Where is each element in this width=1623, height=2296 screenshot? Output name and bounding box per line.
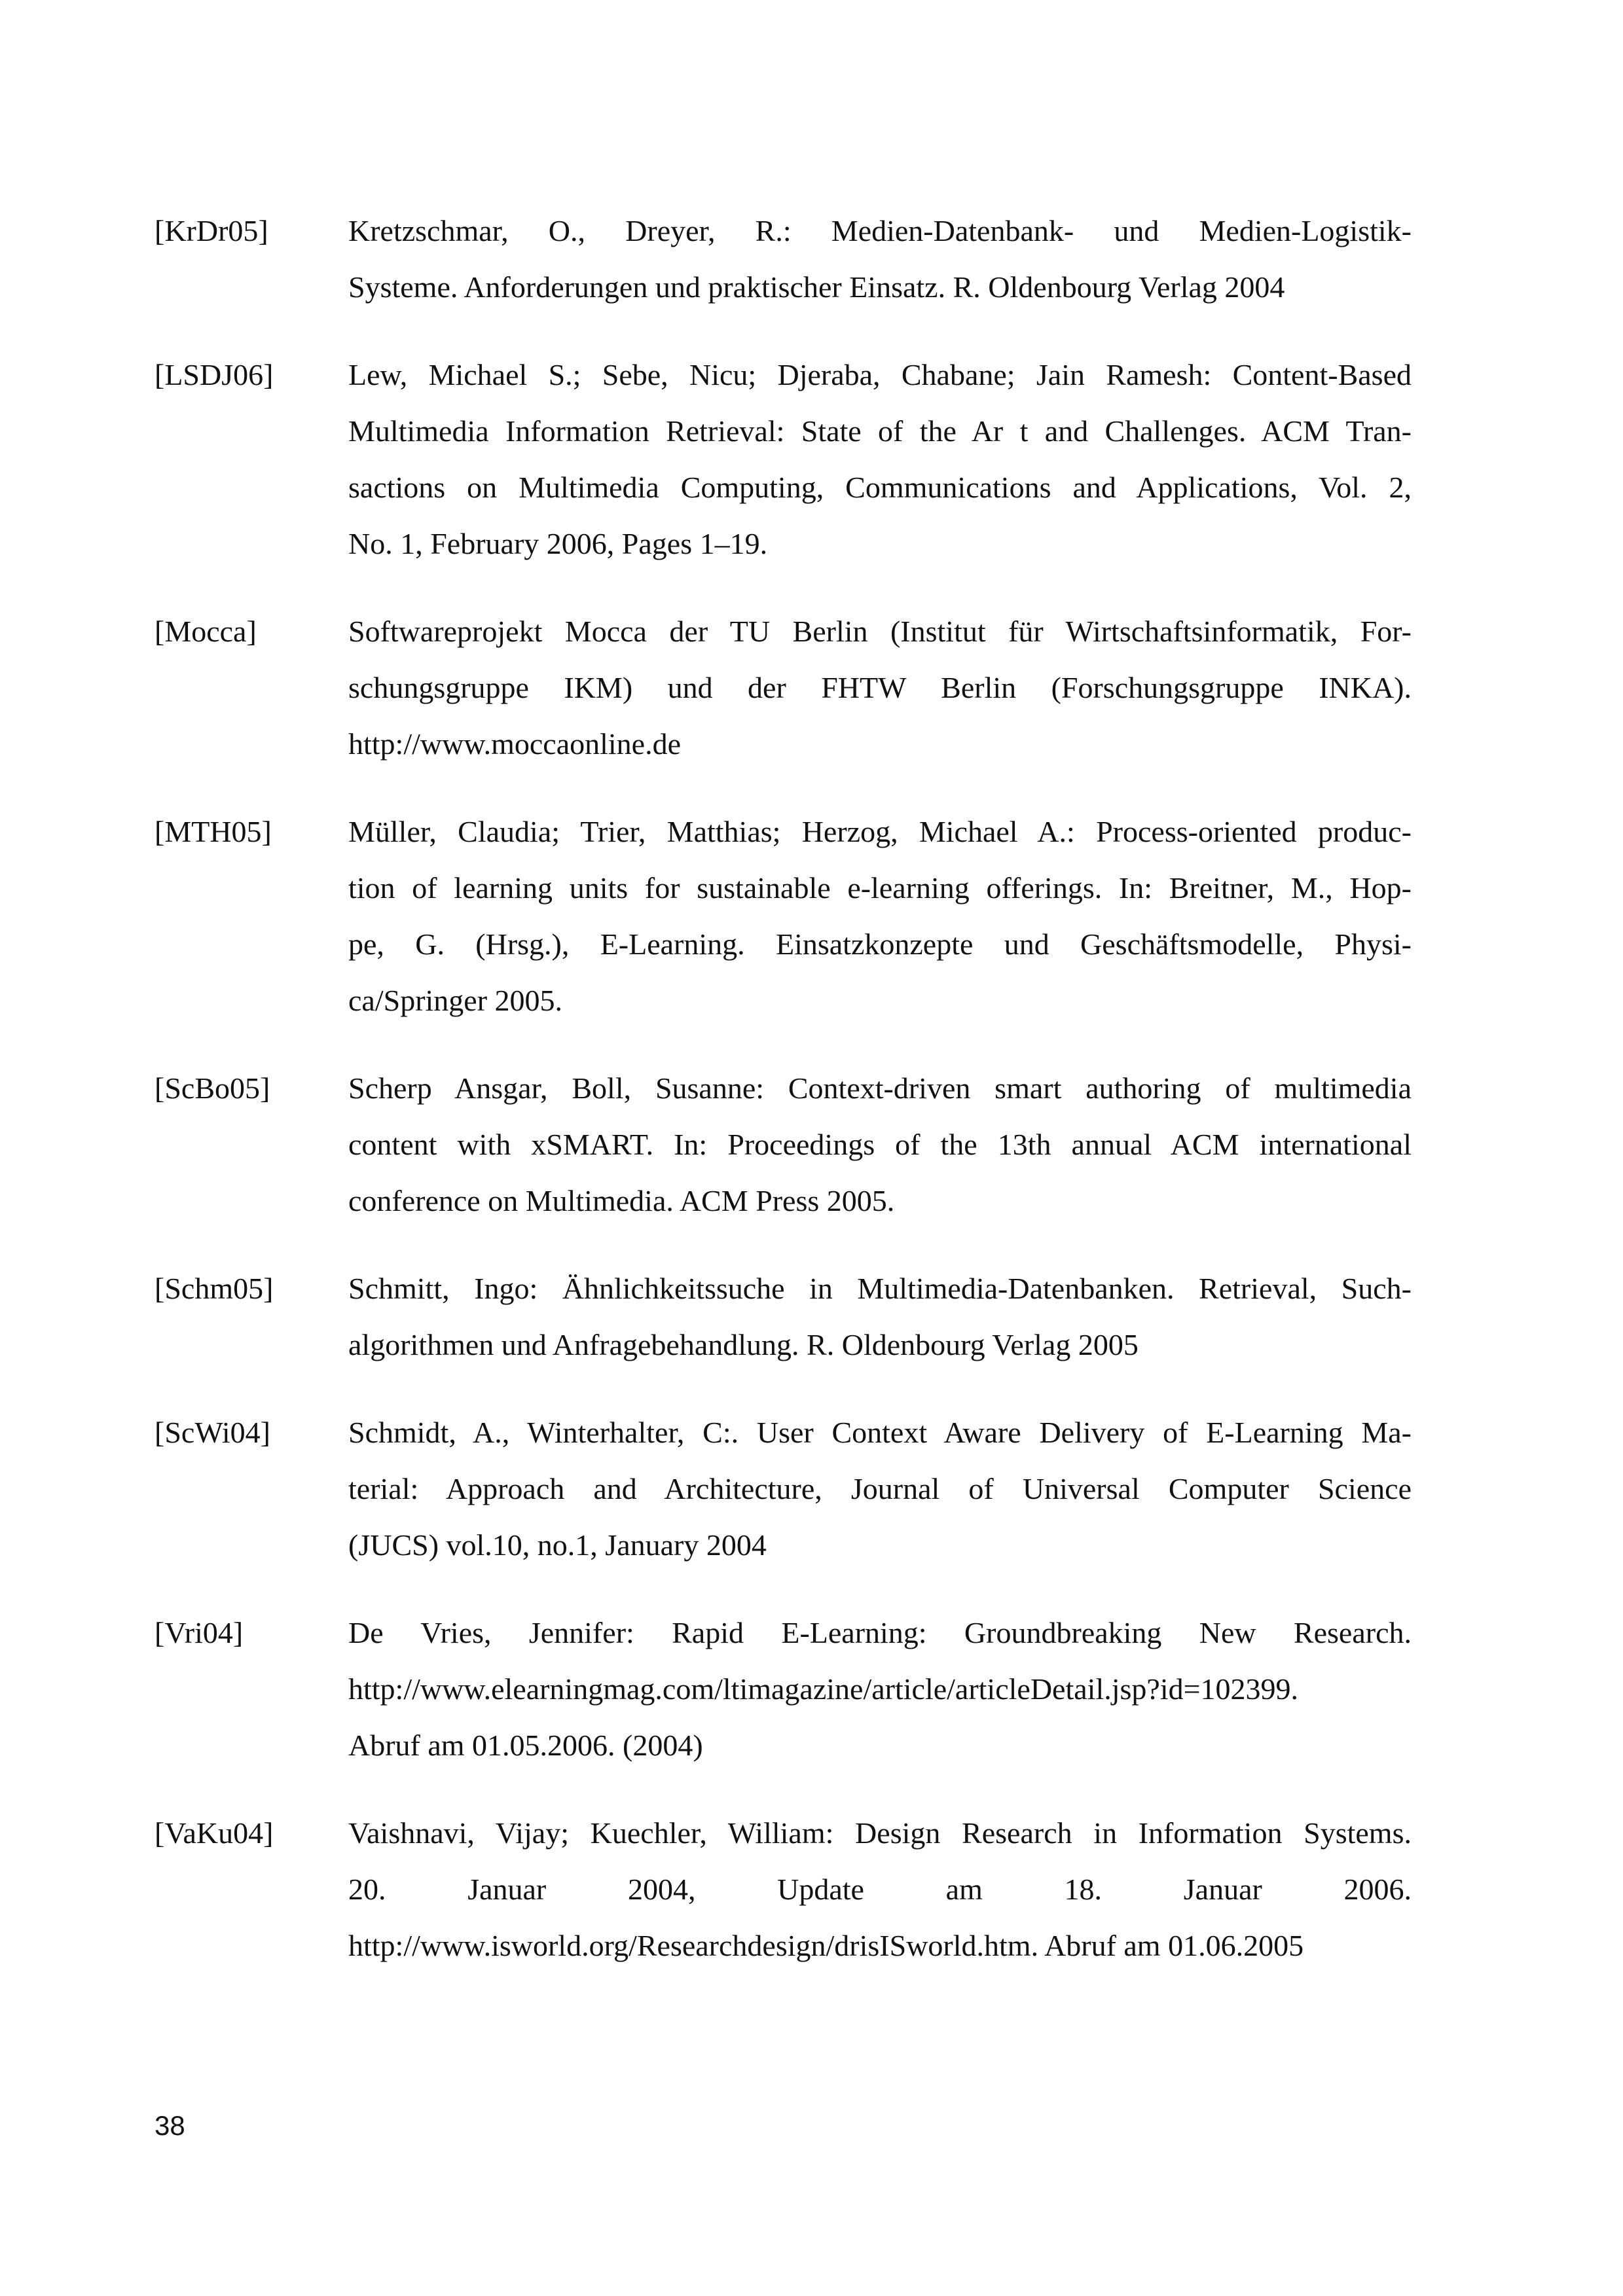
reference-line: Systeme. Anforderungen und praktischer Einsatz. R. Oldenbourg Verlag 2004 [348,270,1285,304]
reference-entry-lsdj06 [155,347,1412,572]
reference-text [348,603,1412,772]
reference-line: Müller, Claudia; Trier, Matthias; Herzog, Michael A.: Process-oriented produc- [348,815,1412,848]
reference-text [348,203,1412,315]
reference-line: Scherp Ansgar, Boll, Susanne: Context-driven smart authoring of multimedia [348,1071,1412,1105]
reference-text [348,1060,1412,1229]
reference-key: [ScWi04] [155,1416,270,1449]
reference-list [155,203,1412,2005]
reference-line: Kretzschmar, O., Dreyer, R.: Medien-Datenbank- und Medien-Logistik- [348,214,1412,247]
reference-key: [Mocca] [155,615,257,648]
reference-line: terial: Approach and Architecture, Journal of Universal Computer Science [348,1472,1412,1505]
reference-key: [KrDr05] [155,214,268,247]
reference-entry-vri04 [155,1605,1412,1774]
reference-line: ca/Springer 2005. [348,984,563,1017]
page-number: 38 [155,2110,185,2141]
reference-line: conference on Multimedia. ACM Press 2005. [348,1184,895,1217]
reference-text [348,347,1412,572]
reference-line: Abruf am 01.05.2006. (2004) [348,1729,703,1762]
reference-line: tion of learning units for sustainable e-learning offerings. In: Breitner, M., Hop- [348,871,1412,905]
reference-entry-schm05 [155,1261,1412,1373]
reference-text [348,804,1412,1029]
reference-line: Softwareprojekt Mocca der TU Berlin (Institut für Wirtschaftsinformatik, For- [348,615,1412,648]
reference-line: 20. Januar 2004, Update am 18. Januar 2006. [348,1873,1412,1906]
reference-line: No. 1, February 2006, Pages 1–19. [348,527,768,560]
reference-text [348,1805,1412,1974]
reference-key: [Vri04] [155,1616,244,1649]
reference-line: Lew, Michael S.; Sebe, Nicu; Djeraba, Chabane; Jain Ramesh: Content-Based [348,358,1412,391]
reference-key: [ScBo05] [155,1071,270,1105]
reference-line: schungsgruppe IKM) und der FHTW Berlin (Forschungsgruppe INKA). [348,671,1412,704]
reference-text [348,1405,1412,1573]
reference-entry-scwi04 [155,1405,1412,1573]
reference-entry-vaku04 [155,1805,1412,1974]
reference-line: (JUCS) vol.10, no.1, January 2004 [348,1528,767,1562]
reference-line: algorithmen und Anfragebehandlung. R. Oldenbourg Verlag 2005 [348,1328,1139,1361]
reference-entry-krdr05 [155,203,1412,315]
reference-link[interactable]: http://www.elearningmag.com/ltimagazine/article/articleDetail.jsp?id=102399. [348,1672,1299,1706]
reference-link[interactable]: http://www.moccaonline.de [348,727,681,761]
reference-key: [Schm05] [155,1272,274,1305]
reference-line: De Vries, Jennifer: Rapid E-Learning: Groundbreaking New Research. [348,1616,1412,1649]
reference-line: Schmitt, Ingo: Ähnlichkeitssuche in Multimedia-Datenbanken. Retrieval, Such- [348,1272,1412,1305]
reference-key: [VaKu04] [155,1816,274,1850]
reference-line: Vaishnavi, Vijay; Kuechler, William: Design Research in Information Systems. [348,1816,1412,1850]
reference-text [348,1261,1412,1373]
reference-entry-mocca [155,603,1412,772]
reference-entry-scbo05 [155,1060,1412,1229]
reference-line: Multimedia Information Retrieval: State of the Ar t and Challenges. ACM Tran- [348,414,1412,448]
reference-line: pe, G. (Hrsg.), E-Learning. Einsatzkonzepte und Geschäftsmodelle, Physi- [348,927,1412,961]
reference-key: [MTH05] [155,815,272,848]
reference-text [348,1605,1412,1774]
reference-line: Schmidt, A., Winterhalter, C:. User Context Aware Delivery of E-Learning Ma- [348,1416,1412,1449]
reference-key: [LSDJ06] [155,358,274,391]
reference-line: sactions on Multimedia Computing, Communications and Applications, Vol. 2, [348,471,1412,504]
reference-link[interactable]: http://www.isworld.org/Researchdesign/drisISworld.htm. Abruf am 01.06.2005 [348,1929,1304,1962]
reference-entry-mth05 [155,804,1412,1029]
reference-line: content with xSMART. In: Proceedings of the 13th annual ACM international [348,1128,1412,1161]
